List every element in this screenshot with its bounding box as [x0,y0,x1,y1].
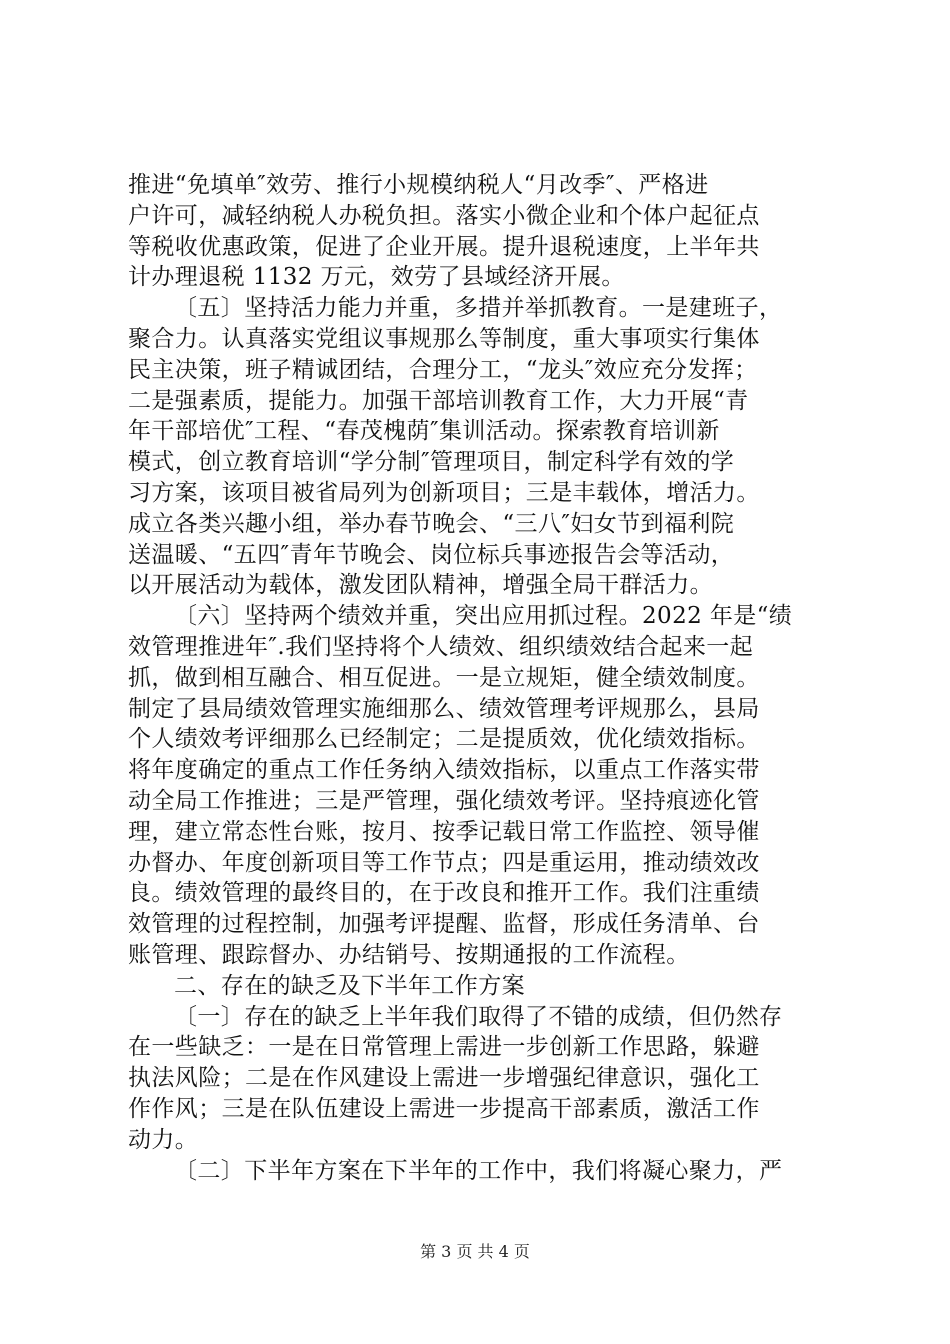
text-line: 个人绩效考评细那么已经制定；二是提质效，优化绩效指标。 [128,726,760,753]
text-line: 动全局工作推进；三是严管理，强化绩效考评。坚持痕迹化管 [128,787,760,814]
text-line: 在一些缺乏：一是在日常管理上需进一步创新工作思路，躲避 [128,1034,760,1061]
text-line: 〔一〕存在的缺乏上半年我们取得了不错的成绩，但仍然存 [174,1003,783,1030]
text-line: 民主决策，班子精诚团结，合理分工，“龙头″效应充分发挥； [128,356,758,383]
text-line: 习方案，该项目被省局列为创新项目；三是丰载体，增活力。 [128,479,760,506]
text-line: 〔二〕下半年方案在下半年的工作中，我们将凝心聚力，严 [174,1157,783,1184]
text-line: 抓，做到相互融合、相互促进。一是立规矩，健全绩效制度。 [128,664,760,691]
text-line: 制定了县局绩效管理实施细那么、绩效管理考评规那么，县局 [128,695,760,722]
text-line: 模式，创立教育培训“学分制″管理项目，制定科学有效的学 [128,449,735,476]
text-line: 效管理的过程控制，加强考评提醒、监督，形成任务清单、台 [128,911,760,938]
text-line: 年干部培优″工程、“春茂槐荫″集训活动。探索教育培训新 [128,418,720,445]
text-line: 执法风险；二是在作风建设上需进一步增强纪律意识，强化工 [128,1065,760,1092]
text-line: 二、存在的缺乏及下半年工作方案 [174,972,525,999]
text-line: 计办理退税 1132 万元，效劳了县域经济开展。 [128,264,625,291]
text-line: 二是强素质，提能力。加强干部培训教育工作，大力开展“青 [128,387,749,414]
text-line: 〔六〕坚持两个绩效并重，突出应用抓过程。2022 年是“绩 [174,603,793,630]
text-line: 〔五〕坚持活力能力并重，多措并举抓教育。一是建班子， [174,295,783,322]
text-line: 办督办、年度创新项目等工作节点；四是重运用，推动绩效改 [128,849,760,876]
text-line: 推进“免填单″效劳、推行小规模纳税人“月改季″、严格进 [128,172,709,198]
text-line: 作作风；三是在队伍建设上需进一步提高干部素质，激活工作 [128,1095,760,1122]
text-line: 动力。 [128,1126,199,1153]
text-line: 以开展活动为载体，激发团队精神，增强全局干群活力。 [128,572,713,599]
text-line: 等税收优惠政策，促进了企业开展。提升退税速度，上半年共 [128,233,760,260]
text-line: 聚合力。认真落实党组议事规那么等制度，重大事项实行集体 [128,325,760,352]
document-body [128,170,828,1186]
page-footer: 第 3 页 共 4 页 [420,1242,530,1261]
text-line: 良。绩效管理的最终目的，在于改良和推开工作。我们注重绩 [128,880,760,907]
text-line: 送温暖、“五四″青年节晚会、岗位标兵事迹报告会等活动， [128,541,735,568]
text-line: 效管理推进年″.我们坚持将个人绩效、组织绩效结合起来一起 [128,633,754,660]
text-line: 户许可，减轻纳税人办税负担。落实小微企业和个体户起征点 [128,202,760,229]
text-line: 将年度确定的重点工作任务纳入绩效指标，以重点工作落实带 [128,757,760,784]
text-line: 成立各类兴趣小组，举办春节晚会、“三八″妇女节到福利院 [128,510,735,537]
text-line: 理，建立常态性台账，按月、按季记载日常工作监控、领导催 [128,818,760,845]
text-line: 账管理、跟踪督办、办结销号、按期通报的工作流程。 [128,941,690,968]
